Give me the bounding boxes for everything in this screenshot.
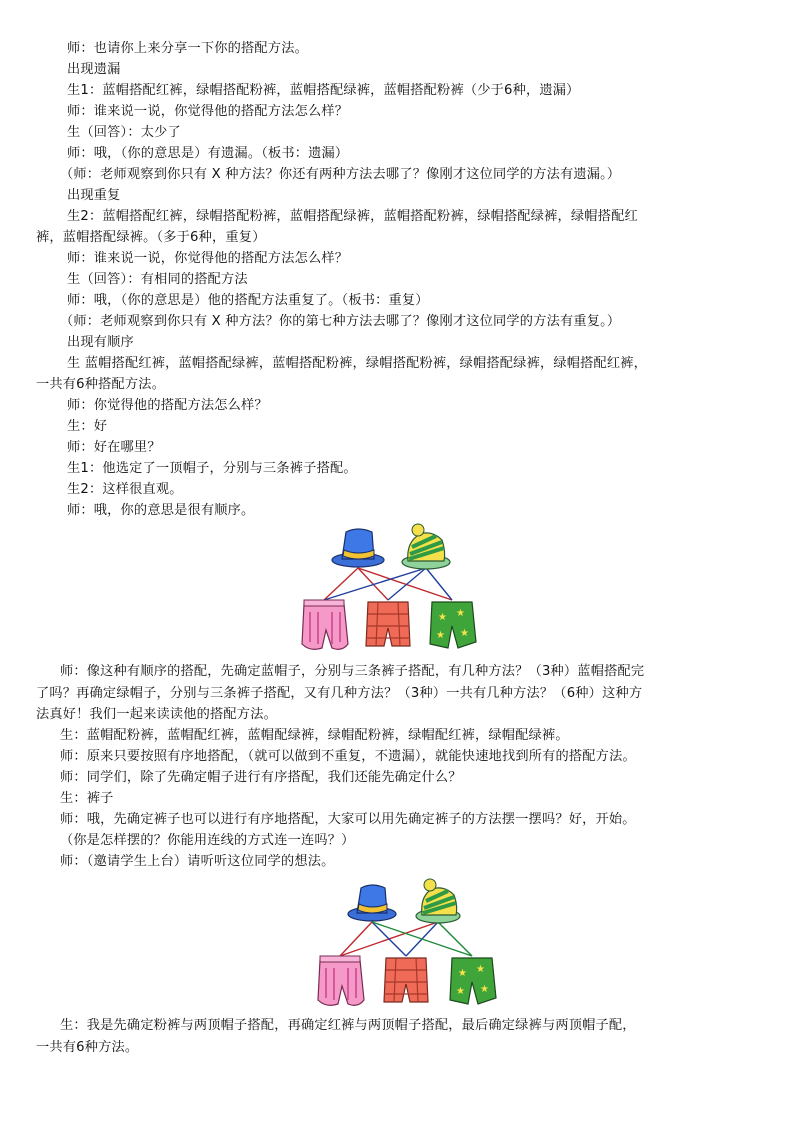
blue-hat-icon xyxy=(348,885,396,921)
text-line: 师：也请你上来分享一下你的搭配方法。 xyxy=(67,41,308,56)
text-line: （师：老师观察到你只有 X 种方法？你的第七种方法去哪了？像刚才这位同学的方法有重复。） xyxy=(60,314,621,329)
text-line: 师：（邀请学生上台）请听听这位同学的想法。 xyxy=(60,854,335,869)
text-line: 了吗？再确定绿帽子，分别与三条裤子搭配，又有几种方法？（3种）一共有几种方法？（6种）这种方 xyxy=(36,686,643,701)
green-star-pants-icon xyxy=(450,958,496,1004)
text-line: 法真好！我们一起来读读他的搭配方法。 xyxy=(36,707,277,722)
svg-text:★: ★ xyxy=(476,964,485,975)
link-lines xyxy=(324,568,452,600)
matching-diagram xyxy=(296,520,504,656)
text-line: 师：原来只要按照有序地搭配，（就可以做到不重复，不遗漏），就能快速地找到所有的搭配方法。 xyxy=(60,749,636,764)
matching-figure-hats-first xyxy=(296,520,504,656)
text-line: 一共有6种方法。 xyxy=(36,1040,139,1055)
pink-pants-icon xyxy=(318,956,364,1005)
text-line: 生：裤子 xyxy=(60,791,114,806)
svg-text:★: ★ xyxy=(480,984,489,995)
section-heading: 出现遗漏 xyxy=(67,62,121,77)
text-line: 师：哦，你的意思是很有顺序。 xyxy=(67,503,255,518)
red-checked-pants-icon xyxy=(384,958,428,1002)
red-checked-pants-icon xyxy=(366,602,410,646)
svg-text:★: ★ xyxy=(436,630,445,641)
text-line: 师：你觉得他的搭配方法怎么样？ xyxy=(67,398,268,413)
text-line: 生 蓝帽搭配红裤，蓝帽搭配绿裤，蓝帽搭配粉裤，绿帽搭配粉裤，绿帽搭配绿裤，绿帽搭配红裤， xyxy=(67,356,648,371)
text-line: 生（回答）：太少了 xyxy=(67,125,181,140)
text-line: 生2：蓝帽搭配红裤，绿帽搭配粉裤，蓝帽搭配绿裤，蓝帽搭配粉裤，绿帽搭配绿裤，绿帽搭配红 xyxy=(67,209,638,224)
green-striped-hat-icon xyxy=(402,524,450,569)
text-line: 师：哦，先确定裤子也可以进行有序地搭配，大家可以用先确定裤子的方法摆一摆吗？好，开始。 xyxy=(60,812,636,827)
svg-text:★: ★ xyxy=(456,986,465,997)
text-line: 生：我是先确定粉裤与两顶帽子搭配，再确定红裤与两顶帽子搭配，最后确定绿裤与两顶帽子配， xyxy=(60,1018,636,1033)
text-line: 师：哦，（你的意思是）有遗漏。（板书：遗漏） xyxy=(67,146,349,161)
text-line: 生（回答）：有相同的搭配方法 xyxy=(67,272,248,287)
pink-pants-icon xyxy=(302,600,348,649)
text-line: 生：好 xyxy=(67,419,108,434)
section-heading: 出现有顺序 xyxy=(67,335,134,350)
matching-diagram xyxy=(314,876,502,1010)
text-line: 师：哦，（你的意思是）他的搭配方法重复了。（板书：重复） xyxy=(67,293,429,308)
text-line: 师：谁来说一说，你觉得他的搭配方法怎么样？ xyxy=(67,251,349,266)
blue-hat-icon xyxy=(332,529,384,567)
link-line xyxy=(324,568,426,600)
svg-text:★: ★ xyxy=(460,628,469,639)
svg-text:★: ★ xyxy=(458,968,467,979)
link-line xyxy=(388,568,426,600)
green-striped-hat-icon xyxy=(416,879,460,923)
text-line: 生2：这样很直观。 xyxy=(67,482,183,497)
section-heading: 出现重复 xyxy=(67,188,121,203)
text-line: （你是怎样摆的？你能用连线的方式连一连吗？） xyxy=(60,833,355,848)
text-line: 生1：蓝帽搭配红裤，绿帽搭配粉裤，蓝帽搭配绿裤，蓝帽搭配粉裤（少于6种，遗漏） xyxy=(67,83,580,98)
text-line: 师：同学们，除了先确定帽子进行有序搭配，我们还能先确定什么？ xyxy=(60,770,462,785)
text-line: （师：老师观察到你只有 X 种方法？你还有两种方法去哪了？像刚才这位同学的方法有遗漏。） xyxy=(60,167,621,182)
text-line: 师：像这种有顺序的搭配，先确定蓝帽子，分别与三条裤子搭配，有几种方法？（3种）蓝帽搭配完 xyxy=(60,664,645,679)
text-line: 生：蓝帽配粉裤，蓝帽配红裤，蓝帽配绿裤，绿帽配粉裤，绿帽配红裤，绿帽配绿裤。 xyxy=(60,728,569,743)
green-star-pants-icon xyxy=(430,602,476,648)
text-line: 生1：他选定了一顶帽子，分别与三条裤子搭配。 xyxy=(67,461,357,476)
text-line: 师：谁来说一说，你觉得他的搭配方法怎么样？ xyxy=(67,104,349,119)
svg-text:★: ★ xyxy=(456,608,465,619)
text-line: 一共有6种搭配方法。 xyxy=(36,377,166,392)
text-line: 裤，蓝帽搭配绿裤。（多于6种，重复） xyxy=(36,230,266,245)
link-lines xyxy=(340,922,472,956)
text-line: 师：好在哪里？ xyxy=(67,440,161,455)
matching-figure-pants-first xyxy=(314,876,502,1010)
svg-text:★: ★ xyxy=(438,612,447,623)
